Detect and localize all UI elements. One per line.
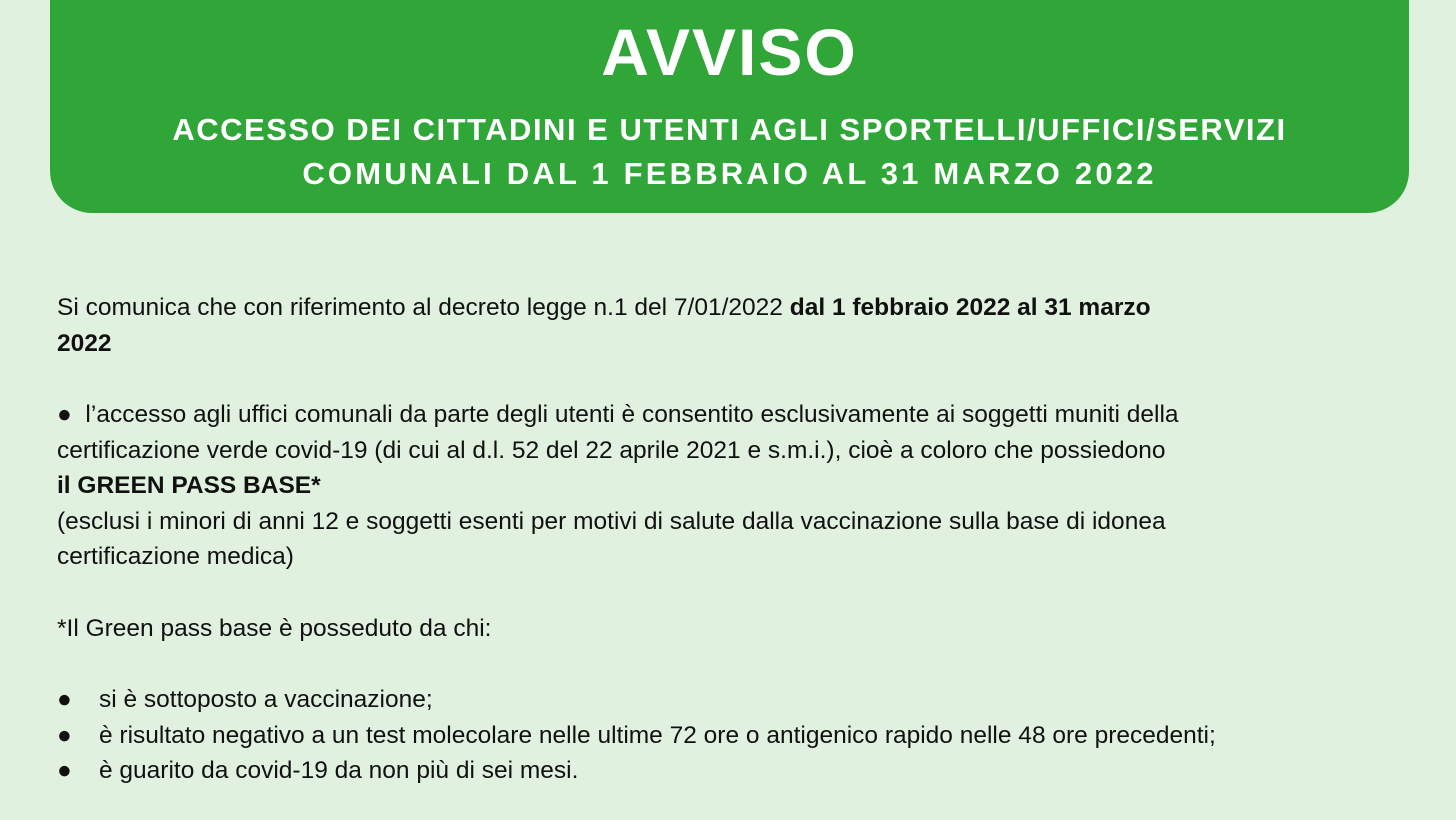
rule-line-2: certificazione verde covid-19 (di cui al d.l. 52 del 22 aprile 2021 e s.m.i.), cioè a coloro che possiedono [57,436,1166,464]
notice-title: AVVISO [601,15,858,89]
green-pass-requirement: il GREEN PASS BASE* [57,472,321,499]
list-item [57,753,1402,789]
notice-body [57,290,1402,789]
list-item [57,718,1402,754]
rule-line-1 [57,397,1402,433]
rule-text-1: l’accesso agli uffici comunali da parte degli utenti è consentito esclusivamente ai soggetti muniti della [71,401,1179,428]
bullet-icon: ● [57,401,72,428]
intro-line-1 [57,290,1402,326]
list-item-text: è guarito da covid-19 da non più di sei mesi. [99,757,579,784]
exemption-line-2: certificazione medica) [57,543,294,570]
list-item [57,682,1402,718]
spacer [57,575,1402,611]
bullet-icon: ● [57,686,72,713]
intro-text: Si comunica che con riferimento al decreto legge n.1 del 7/01/2022 [57,294,790,321]
bullet-icon: ● [57,721,72,749]
list-item-text: si è sottoposto a vaccinazione; [99,686,433,713]
notice-subtitle [50,108,1409,196]
bullet-icon: ● [57,757,72,784]
list-item-text: è risultato negativo a un test molecolare nelle ultime 72 ore o antigenico rapido nelle 48 ore precedenti; [99,721,1216,749]
access-rule [57,397,1402,575]
subtitle-line-1: ACCESSO DEI CITTADINI E UTENTI AGLI SPORTELLI/UFFICI/SERVIZI [172,112,1287,147]
spacer [57,361,1402,397]
subtitle-line-2: COMUNALI DAL 1 FEBBRAIO AL 31 MARZO 2022 [302,156,1157,191]
intro-paragraph [57,290,1402,361]
green-pass-heading: *Il Green pass base è posseduto da chi: [57,614,492,642]
exemption-line-1: (esclusi i minori di anni 12 e soggetti esenti per motivi di salute dalla vaccinazione sulla base di idonea [57,507,1166,535]
spacer [57,646,1402,682]
header-banner [50,0,1409,213]
green-pass-list [57,682,1402,789]
intro-date-range: dal 1 febbraio 2022 al 31 marzo [789,294,1151,321]
intro-date-year: 2022 [57,329,112,357]
